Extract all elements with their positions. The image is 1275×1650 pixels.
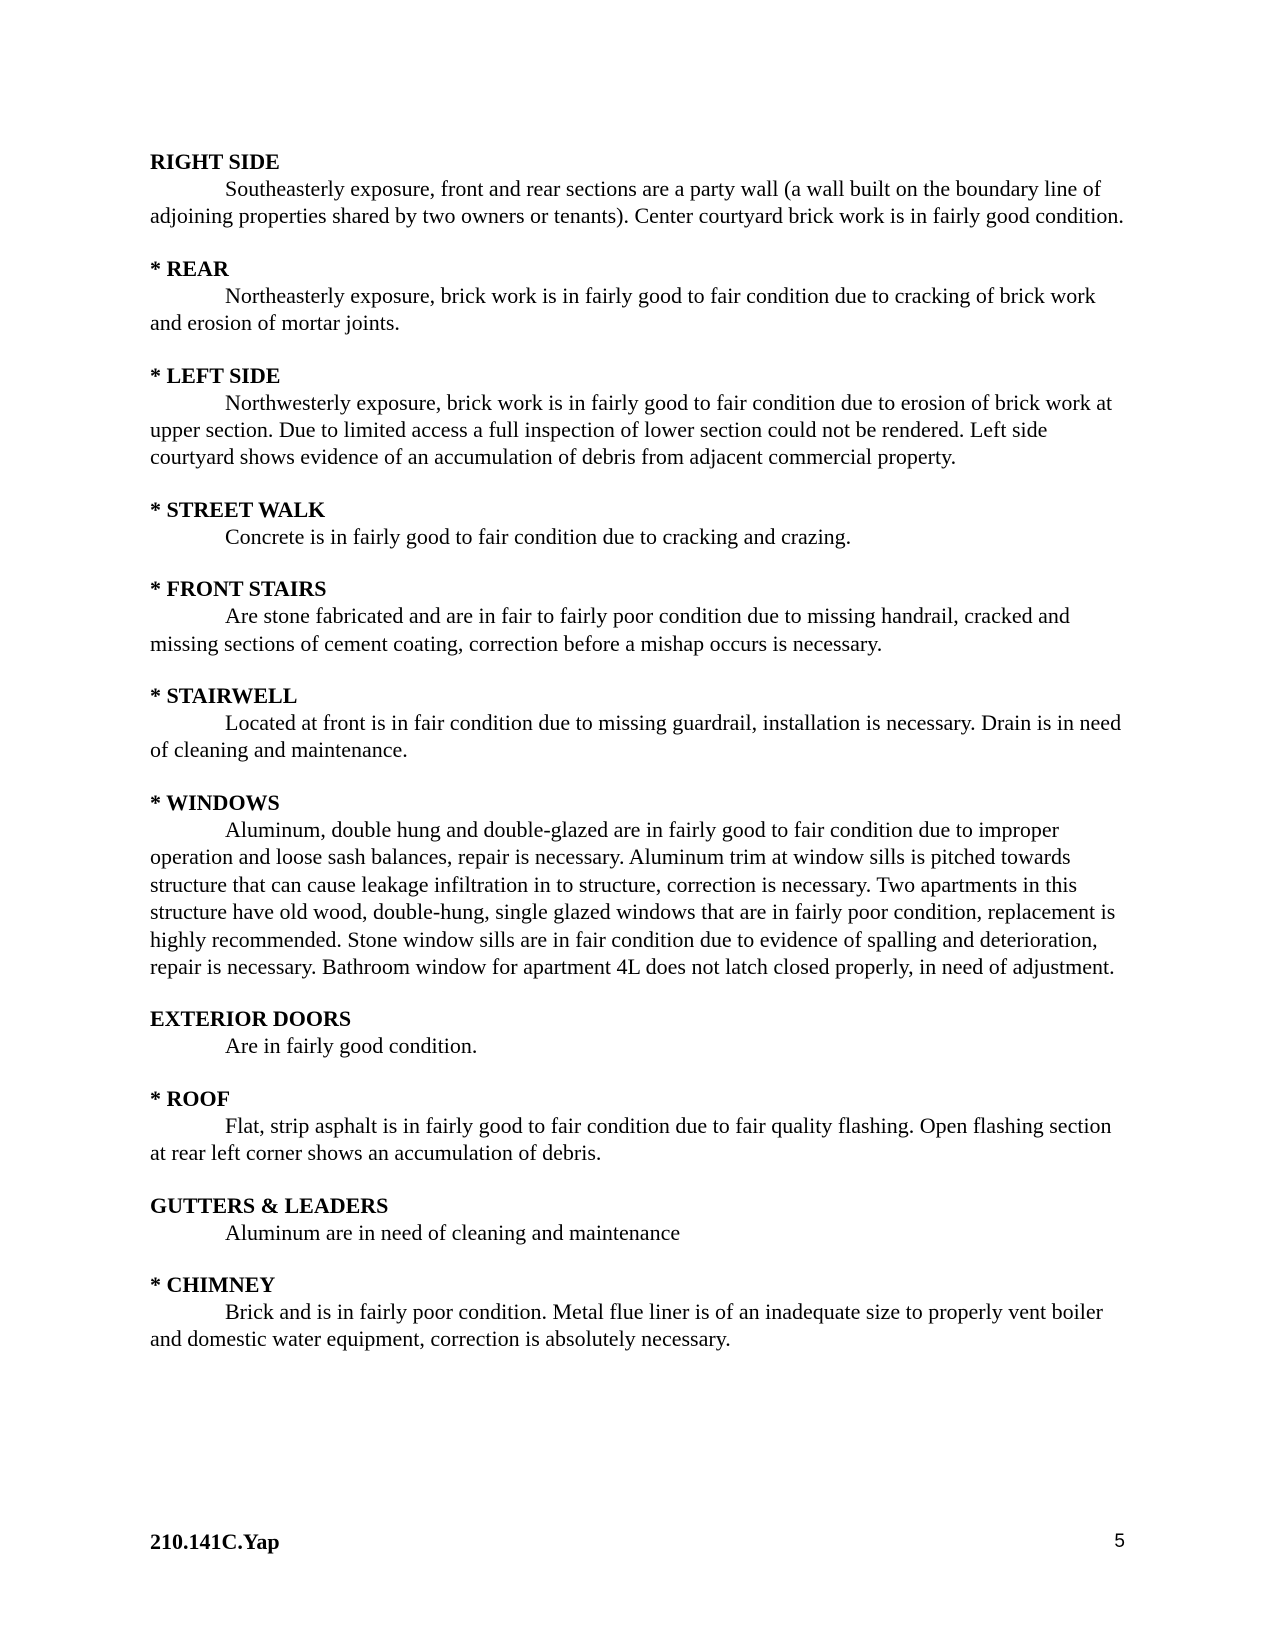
section-heading: * WINDOWS (150, 789, 280, 815)
section-body: Southeasterly exposure, front and rear sections are a party wall (a wall built on the boundary line of adjoining properties shared by two owners or tenants). Center courtyard brick work is in fairly good condition. (150, 176, 1124, 229)
section-body: Aluminum, double hung and double-glazed are in fairly good to fair condition due to improper operation and loose sash balances, repair is necessary. Aluminum trim at window sills is pitched towards structure that can cause leakage infiltration in to structure, correction is necessary. Two apartments in this structure have old wood, double-hung, single glazed windows that are in fairly poor condition, replacement is highly recommended. Stone window sills are in fair condition due to evidence of spalling and deterioration, repair is necessary. Bathroom window for apartment 4L does not latch closed properly, in need of adjustment. (150, 816, 1116, 979)
section-left-side (150, 362, 1130, 471)
section-heading: RIGHT SIDE (150, 149, 280, 174)
section-front-stairs (150, 575, 1130, 657)
section-chimney (150, 1271, 1130, 1353)
section-heading: * LEFT SIDE (150, 362, 281, 388)
footer-document-id: 210.141C.Yap (150, 1529, 280, 1554)
section-rear (150, 255, 1130, 337)
section-body: Are stone fabricated and are in fair to fairly poor condition due to missing handrail, cracked and missing sections of cement coating, correction before a mishap occurs is necessary. (150, 603, 1070, 656)
section-body: Flat, strip asphalt is in fairly good to fair condition due to fair quality flashing. Open flashing section at rear left corner shows an accumulation of debris. (150, 1112, 1112, 1166)
section-body: Aluminum are in need of cleaning and maintenance (225, 1219, 681, 1245)
report-page-content (150, 148, 1130, 1378)
section-body: Are in fairly good condition. (225, 1033, 478, 1059)
section-stairwell (150, 682, 1130, 764)
section-gutters-leaders (150, 1192, 1130, 1246)
section-windows (150, 789, 1130, 980)
section-heading: * ROOF (150, 1085, 231, 1111)
section-heading: * FRONT STAIRS (150, 576, 327, 602)
section-heading: * REAR (150, 255, 229, 281)
section-right-side (150, 148, 1130, 230)
section-body: Concrete is in fairly good to fair condition due to cracking and crazing. (225, 523, 852, 549)
section-body: Brick and is in fairly poor condition. Metal flue liner is of an inadequate size to properly vent boiler and domestic water equipment, correction is absolutely necessary. (150, 1298, 1103, 1352)
section-body: Northeasterly exposure, brick work is in fairly good to fair condition due to cracking of brick work and erosion of mortar joints. (150, 282, 1096, 336)
section-street-walk (150, 496, 1130, 550)
section-heading: * CHIMNEY (150, 1271, 276, 1297)
section-roof (150, 1085, 1130, 1167)
section-heading: * STAIRWELL (150, 683, 298, 709)
section-heading: GUTTERS & LEADERS (150, 1192, 389, 1218)
section-body: Located at front is in fair condition due to missing guardrail, installation is necessary. Drain is in need of cleaning and maintenance. (150, 710, 1122, 763)
section-exterior-doors (150, 1005, 1130, 1059)
section-heading: * STREET WALK (150, 496, 326, 522)
section-body: Northwesterly exposure, brick work is in fairly good to fair condition due to erosion of brick work at upper section. Due to limited access a full inspection of lower section could not be rendered. Left side courtyard shows evidence of an accumulation of debris from adjacent commercial property. (150, 389, 1113, 470)
section-heading: EXTERIOR DOORS (150, 1006, 352, 1032)
footer-page-number: 5 (1114, 1531, 1125, 1552)
